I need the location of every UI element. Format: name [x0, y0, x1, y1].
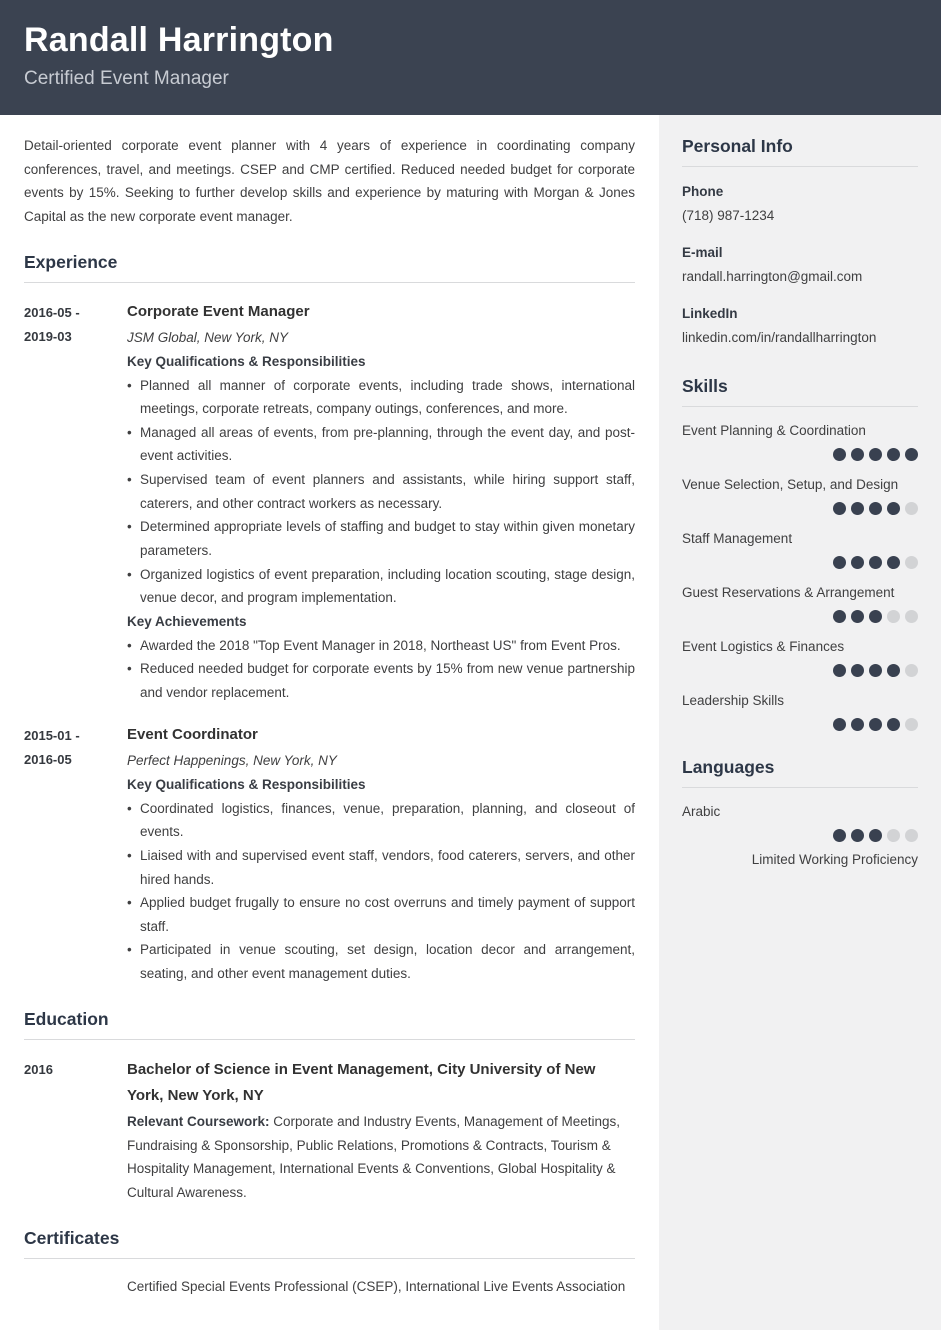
rating-dot — [851, 718, 864, 731]
date-to: 2019-03 — [24, 328, 72, 344]
bullet-item: • Organized logistics of event preparation, including location scouting, stage design, venue decor, and program implementation. — [127, 563, 635, 610]
skill-item — [682, 690, 918, 731]
skill-item — [682, 420, 918, 461]
degree-title: Bachelor of Science in Event Management, City University of New York, New York, NY — [127, 1060, 596, 1104]
rating-dot — [887, 556, 900, 569]
rating-dot — [905, 556, 918, 569]
rating-dot — [851, 829, 864, 842]
skill-rating-dots — [682, 502, 918, 515]
personal-info-section — [682, 136, 918, 350]
bullet-item: • Liaised with and supervised event staff, vendors, food caterers, servers, and other hired hands. — [127, 844, 635, 891]
resume-header — [0, 0, 941, 115]
certificate-date-spacer — [24, 1275, 127, 1299]
rating-dot — [851, 502, 864, 515]
skill-name: Staff Management — [682, 531, 793, 546]
bullet-item: • Planned all manner of corporate events, including trade shows, international meetings, corporate retreats, company outings, conferences, and more. — [127, 374, 635, 421]
rating-dot — [869, 448, 882, 461]
rating-dot — [887, 502, 900, 515]
rating-dot — [905, 448, 918, 461]
responsibilities-subheading: Key Qualifications & Responsibilities — [127, 776, 366, 792]
responsibilities-list — [127, 374, 635, 610]
personal-info-item — [682, 241, 918, 289]
bullet-item: • Reduced needed budget for corporate events by 15% from new venue partnership and vendor replacement. — [127, 657, 635, 704]
skill-name: Event Logistics & Finances — [682, 639, 845, 654]
coursework-text: Corporate and Industry Events, Management of Meetings, Fundraising & Sponsorship, Public Relations, Promotions & Contracts, Tourism & Hospitality Management, International Events & Conventions, Global Hospitality & Cultural Awareness. — [127, 1114, 620, 1200]
rating-dot — [905, 502, 918, 515]
coursework — [127, 1110, 635, 1205]
rating-dot — [869, 556, 882, 569]
experience-section — [24, 252, 635, 986]
rating-dot — [869, 610, 882, 623]
job-title: Corporate Event Manager — [127, 302, 310, 320]
education-date — [24, 1056, 127, 1205]
education-section — [24, 1009, 635, 1205]
language-proficiency: Limited Working Proficiency — [751, 852, 918, 867]
candidate-title: Certified Event Manager — [24, 67, 229, 89]
experience-heading: Experience — [24, 252, 635, 283]
rating-dot — [887, 448, 900, 461]
languages-heading: Languages — [682, 757, 918, 788]
bullet-item: • Applied budget frugally to ensure no cost overruns and timely payment of support staff. — [127, 891, 635, 938]
language-name: Arabic — [682, 804, 721, 819]
rating-dot — [833, 610, 846, 623]
date-to: 2016-05 — [24, 751, 72, 767]
email-value: randall.harrington@gmail.com — [682, 269, 863, 284]
bullet-item: • Managed all areas of events, from pre-planning, through the event day, and post-event activities. — [127, 421, 635, 468]
language-rating-dots — [682, 829, 918, 842]
rating-dot — [851, 556, 864, 569]
achievements-list — [127, 634, 635, 705]
rating-dot — [833, 664, 846, 677]
language-item — [682, 801, 918, 870]
rating-dot — [887, 829, 900, 842]
professional-summary: Detail-oriented corporate event planner with 4 years of experience in coordinating company conferences, travel, and meetings. CSEP and CMP certified. Reduced needed budget for corporate events by 15%. Seeking to further develop skills and experience by maturing with Morgan & Jones Capital as the new corporate event manager. — [24, 138, 635, 224]
certificate-entry — [24, 1275, 635, 1299]
rating-dot — [851, 448, 864, 461]
achievements-subheading: Key Achievements — [127, 613, 247, 629]
experience-dates — [24, 299, 127, 705]
rating-dot — [887, 610, 900, 623]
education-heading: Education — [24, 1009, 635, 1040]
main-column — [0, 115, 659, 1315]
languages-section — [682, 757, 918, 870]
sidebar — [659, 115, 941, 1330]
skill-name: Venue Selection, Setup, and Design — [682, 477, 899, 492]
rating-dot — [833, 829, 846, 842]
education-entry — [24, 1056, 635, 1205]
personal-info-item — [682, 302, 918, 350]
rating-dot — [833, 502, 846, 515]
coursework-label: Relevant Coursework: — [127, 1114, 270, 1130]
responsibilities-subheading: Key Qualifications & Responsibilities — [127, 353, 366, 369]
skill-item — [682, 636, 918, 677]
skill-item — [682, 474, 918, 515]
experience-entry — [24, 299, 635, 705]
skills-section — [682, 376, 918, 731]
email-label: E-mail — [682, 245, 723, 260]
skill-rating-dots — [682, 610, 918, 623]
experience-entry — [24, 722, 635, 986]
bullet-item: • Supervised team of event planners and assistants, while hiring support staff, caterers, and other contract workers as necessary. — [127, 468, 635, 515]
rating-dot — [905, 610, 918, 623]
date-from: 2015-01 - — [24, 727, 80, 743]
skill-rating-dots — [682, 664, 918, 677]
skill-item — [682, 582, 918, 623]
skill-rating-dots — [682, 448, 918, 461]
rating-dot — [869, 502, 882, 515]
rating-dot — [869, 829, 882, 842]
certificates-heading: Certificates — [24, 1228, 635, 1259]
certificate-text: Certified Special Events Professional (CSEP), International Live Events Association — [127, 1278, 626, 1294]
skill-name: Leadership Skills — [682, 693, 785, 708]
company-name: Perfect Happenings, New York, NY — [127, 752, 337, 768]
bullet-item: • Participated in venue scouting, set design, location decor and arrangement, seating, and other event management duties. — [127, 938, 635, 985]
linkedin-label: LinkedIn — [682, 306, 738, 321]
personal-info-item — [682, 180, 918, 228]
personal-info-heading: Personal Info — [682, 136, 918, 167]
skill-rating-dots — [682, 556, 918, 569]
skill-name: Guest Reservations & Arrangement — [682, 585, 895, 600]
skill-name: Event Planning & Coordination — [682, 423, 866, 438]
bullet-item: • Coordinated logistics, finances, venue, preparation, planning, and closeout of events. — [127, 797, 635, 844]
job-title: Event Coordinator — [127, 725, 258, 743]
rating-dot — [905, 718, 918, 731]
responsibilities-list — [127, 797, 635, 986]
candidate-name: Randall Harrington — [24, 21, 334, 59]
experience-dates — [24, 722, 127, 986]
linkedin-value: linkedin.com/in/randallharrington — [682, 330, 877, 345]
rating-dot — [905, 664, 918, 677]
skill-rating-dots — [682, 718, 918, 731]
rating-dot — [833, 556, 846, 569]
bullet-item: • Determined appropriate levels of staffing and budget to stay within given monetary parameters. — [127, 515, 635, 562]
rating-dot — [833, 448, 846, 461]
skill-item — [682, 528, 918, 569]
rating-dot — [887, 718, 900, 731]
rating-dot — [851, 610, 864, 623]
rating-dot — [905, 829, 918, 842]
date: 2016 — [24, 1061, 53, 1077]
rating-dot — [851, 664, 864, 677]
phone-value: (718) 987-1234 — [682, 208, 775, 223]
skills-heading: Skills — [682, 376, 918, 407]
rating-dot — [869, 664, 882, 677]
date-from: 2016-05 - — [24, 304, 80, 320]
rating-dot — [833, 718, 846, 731]
rating-dot — [869, 718, 882, 731]
company-name: JSM Global, New York, NY — [127, 329, 289, 345]
rating-dot — [887, 664, 900, 677]
certificates-section — [24, 1228, 635, 1299]
bullet-item: • Awarded the 2018 "Top Event Manager in 2018, Northeast US" from Event Pros. — [127, 634, 635, 658]
phone-label: Phone — [682, 184, 724, 199]
